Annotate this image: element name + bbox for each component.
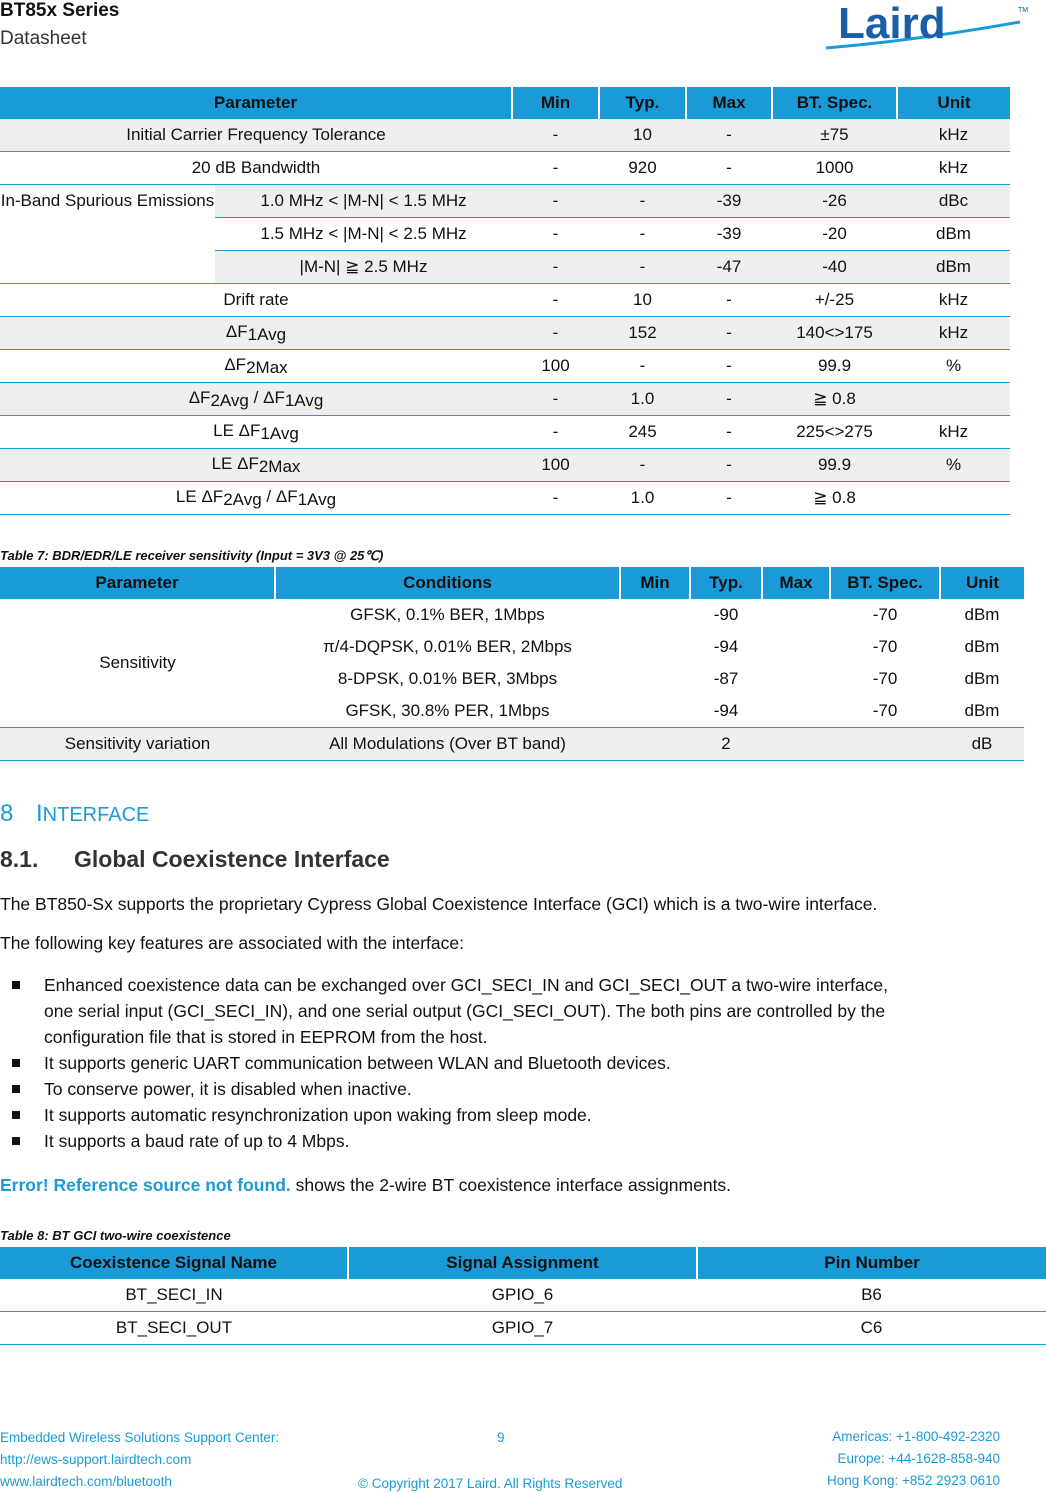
table-row (0, 1279, 1046, 1312)
list-item-text: configuration file that is stored in EEPROM from the host. (44, 1027, 488, 1047)
cell: 1.5 MHz < |M-N| < 2.5 MHz (215, 218, 512, 251)
feature-list (0, 972, 1040, 1154)
cell: GPIO_7 (348, 1312, 697, 1345)
cell: % (897, 449, 1010, 482)
cell: - (686, 284, 772, 317)
delta-symbol: ΔF (263, 387, 285, 407)
col-header: Conditions (275, 567, 620, 599)
subsection-title: Global Coexistence Interface (74, 846, 390, 872)
svg-text:Laird: Laird (838, 0, 946, 48)
cell: -70 (830, 695, 940, 728)
le-prefix: LE (213, 420, 234, 440)
cell (620, 631, 690, 663)
footer-page-number: 9 (497, 1430, 505, 1445)
inband-spurious-label: In-Band Spurious Emissions (0, 185, 215, 284)
cell (830, 728, 940, 761)
table-row (0, 350, 1010, 383)
cell: 8-DPSK, 0.01% BER, 3Mbps (337, 669, 558, 688)
paragraph (0, 1175, 731, 1196)
reference-error-link[interactable]: Error! Reference source not found. (0, 1175, 291, 1195)
cell: dBm (964, 637, 1000, 656)
delta-symbol: ΔF (188, 387, 211, 407)
table-row (0, 728, 1024, 761)
cell: 920 (599, 152, 686, 185)
cell: -90 (713, 605, 739, 624)
cell: - (686, 416, 772, 449)
bullet-icon (12, 1059, 20, 1067)
cell (897, 482, 1010, 515)
list-item-text: It supports a baud rate of up to 4 Mbps. (44, 1131, 350, 1151)
paragraph-text: shows the 2-wire BT coexistence interface assignments. (290, 1175, 732, 1195)
bullet-icon (12, 981, 20, 989)
cell (897, 383, 1010, 416)
list-item (0, 1050, 1040, 1076)
cell: - (686, 482, 772, 515)
footer-website-link[interactable]: www.lairdtech.com/bluetooth (0, 1474, 172, 1489)
col-header: Max (762, 567, 830, 599)
cell: Drift rate (0, 284, 512, 317)
cell: 1.0 (599, 383, 686, 416)
bullet-icon (12, 1111, 20, 1119)
slash: / (253, 387, 259, 407)
cell: 100 (512, 350, 599, 383)
cell (762, 599, 830, 631)
cell: - (512, 383, 599, 416)
footer-support-label: Embedded Wireless Solutions Support Center: (0, 1430, 280, 1445)
table7-caption: Table 7: BDR/EDR/LE receiver sensitivity (Input = 3V3 @ 25℃) (0, 548, 384, 563)
cell (0, 482, 512, 515)
table-header-row (0, 567, 1024, 599)
section-title-rest: NTERFACE (42, 804, 150, 826)
footer-copyright: © Copyright 2017 Laird. All Rights Reserved (358, 1476, 623, 1491)
cell: 225<>275 (772, 416, 897, 449)
subscript: 1Avg (284, 390, 324, 410)
paragraph: The following key features are associated with the interface: (0, 933, 464, 953)
cell: 20 dB Bandwidth (0, 152, 512, 185)
cell: 1.0 (599, 482, 686, 515)
col-header: Pin Number (697, 1247, 1046, 1279)
cell: GFSK, 30.8% PER, 1Mbps (275, 695, 620, 728)
cell: - (686, 119, 772, 152)
list-item (0, 1128, 1040, 1154)
cell: GFSK, 0.1% BER, 1Mbps (350, 605, 545, 624)
table-row (0, 119, 1010, 152)
col-header: Typ. (690, 567, 762, 599)
bullet-icon (12, 1137, 20, 1145)
cell: - (686, 449, 772, 482)
delta-symbol: ΔF (224, 354, 247, 374)
col-header: Parameter (0, 567, 275, 599)
table-row (0, 152, 1010, 185)
cell: -39 (686, 218, 772, 251)
list-item-text: It supports generic UART communication between WLAN and Bluetooth devices. (44, 1053, 671, 1073)
table-row (0, 317, 1010, 350)
cell: 100 (512, 449, 599, 482)
list-item-text: Enhanced coexistence data can be exchanged over GCI_SECI_IN and GCI_SECI_OUT a two-wire interface, (44, 975, 889, 995)
cell: kHz (897, 284, 1010, 317)
table-row (0, 449, 1010, 482)
cell: kHz (897, 152, 1010, 185)
cell: - (512, 152, 599, 185)
list-item (0, 1076, 1040, 1102)
subscript: 1Avg (297, 489, 337, 509)
cell: ±75 (772, 119, 897, 152)
cell: - (599, 185, 686, 218)
col-header: Max (686, 87, 772, 119)
subsection-heading (0, 846, 390, 873)
slash: / (266, 486, 272, 506)
paragraph: The BT850-Sx supports the proprietary Cypress Global Coexistence Interface (GCI) which is a two-wire interface. (0, 894, 878, 914)
col-header: BT. Spec. (830, 567, 940, 599)
table-row (0, 383, 1010, 416)
list-item (0, 1102, 1040, 1128)
cell: -20 (772, 218, 897, 251)
cell (620, 663, 690, 695)
table-header-row (0, 1247, 1046, 1279)
delta-symbol: ΔF (237, 453, 259, 473)
list-item-text: To conserve power, it is disabled when inactive. (44, 1079, 412, 1099)
cell (762, 728, 830, 761)
rf-parameter-table (0, 87, 1010, 515)
col-header: Min (620, 567, 690, 599)
list-item-text: one serial input (GCI_SECI_IN), and one serial output (GCI_SECI_OUT). The both pins are controlled by the (44, 1001, 886, 1021)
col-header: Unit (940, 567, 1024, 599)
col-header: BT. Spec. (772, 87, 897, 119)
list-item (0, 1024, 1040, 1050)
cell: dBm (897, 251, 1010, 284)
cell: - (512, 284, 599, 317)
cell: dBm (940, 695, 1024, 728)
cell: dBm (964, 605, 1000, 624)
subscript: 2Max (246, 357, 288, 377)
cell: - (686, 383, 772, 416)
cell: dBm (897, 218, 1010, 251)
svg-text:TM: TM (1018, 7, 1029, 14)
cell: dB (940, 728, 1024, 761)
cell (0, 317, 512, 350)
cell: Initial Carrier Frequency Tolerance (0, 119, 512, 152)
cell: All Modulations (Over BT band) (275, 728, 620, 761)
cell: -87 (713, 669, 739, 688)
cell: +/-25 (772, 284, 897, 317)
table-row (0, 1312, 1046, 1345)
cell: - (686, 317, 772, 350)
cell: kHz (897, 317, 1010, 350)
coexistence-table (0, 1247, 1046, 1345)
cell: ≧ 0.8 (772, 383, 897, 416)
cell (0, 449, 512, 482)
subscript: 1Avg (260, 423, 299, 443)
cell: - (599, 251, 686, 284)
cell (0, 383, 512, 416)
col-header: Unit (897, 87, 1010, 119)
cell (620, 695, 690, 728)
cell: 2 (690, 728, 762, 761)
cell: 245 (599, 416, 686, 449)
cell: -39 (686, 185, 772, 218)
cell (0, 416, 512, 449)
footer-support-link[interactable]: http://ews-support.lairdtech.com (0, 1452, 192, 1467)
footer-phone-europe: Europe: +44-1628-858-940 (837, 1451, 1000, 1466)
delta-symbol: ΔF (275, 486, 298, 506)
footer-phone-hongkong: Hong Kong: +852 2923 0610 (826, 1473, 1000, 1488)
table-header-row (0, 87, 1010, 119)
cell: - (512, 218, 599, 251)
table-row (0, 482, 1010, 515)
cell: - (686, 152, 772, 185)
cell: π/4-DQPSK, 0.01% BER, 2Mbps (323, 637, 572, 656)
cell: BT_SECI_IN (0, 1279, 348, 1312)
table-row (0, 416, 1010, 449)
cell (762, 695, 830, 728)
cell (620, 728, 690, 761)
cell: 10 (599, 284, 686, 317)
cell: - (512, 416, 599, 449)
footer-phone-americas: Americas: +1-800-492-2320 (832, 1429, 1000, 1444)
delta-symbol: ΔF (238, 420, 261, 440)
col-header: Signal Assignment (348, 1247, 697, 1279)
list-item-text: It supports automatic resynchronization upon waking from sleep mode. (44, 1105, 592, 1125)
list-item (0, 972, 1040, 998)
subscript: 2Max (258, 456, 301, 476)
list-item (0, 998, 1040, 1024)
delta-symbol: ΔF (201, 486, 224, 506)
doc-series-title: BT85x Series (0, 0, 120, 21)
cell: |M-N| ≧ 2.5 MHz (215, 251, 512, 284)
cell: - (599, 449, 686, 482)
cell (0, 350, 512, 383)
cell: dBc (897, 185, 1010, 218)
cell: 99.9 (772, 449, 897, 482)
cell: -94 (713, 637, 739, 656)
cell (762, 663, 830, 695)
cell: - (512, 119, 599, 152)
le-prefix: LE (175, 486, 197, 506)
subscript: 2Avg (210, 390, 249, 410)
cell: -47 (686, 251, 772, 284)
bullet-icon (12, 1085, 20, 1093)
cell: -26 (772, 185, 897, 218)
receiver-sensitivity-table (0, 567, 1024, 761)
le-prefix: LE (211, 453, 233, 473)
col-header: Typ. (599, 87, 686, 119)
laird-logo (820, 0, 1046, 56)
cell: - (686, 350, 772, 383)
cell (620, 599, 690, 631)
subscript: 2Avg (223, 489, 262, 509)
cell: -94 (690, 695, 762, 728)
subscript: 1Avg (247, 324, 287, 344)
cell: 1.0 MHz < |M-N| < 1.5 MHz (215, 185, 512, 218)
cell: - (599, 218, 686, 251)
cell: - (512, 482, 599, 515)
cell: - (599, 350, 686, 383)
cell: 10 (599, 119, 686, 152)
col-header: Min (512, 87, 599, 119)
cell: C6 (697, 1312, 1046, 1345)
cell (762, 631, 830, 663)
col-header: Parameter (0, 87, 512, 119)
cell: 152 (599, 317, 686, 350)
cell: kHz (897, 416, 1010, 449)
cell: Sensitivity variation (0, 728, 275, 761)
doc-type-label: Datasheet (0, 28, 87, 49)
col-header: Coexistence Signal Name (0, 1247, 348, 1279)
table-row (0, 599, 1024, 631)
cell: B6 (697, 1279, 1046, 1312)
section-heading (0, 800, 149, 828)
cell: -40 (772, 251, 897, 284)
table-row (0, 284, 1010, 317)
cell: ≧ 0.8 (772, 482, 897, 515)
cell: dBm (964, 669, 1000, 688)
table-row (0, 185, 1010, 218)
cell: 1000 (772, 152, 897, 185)
section-title-cap: I (36, 800, 43, 827)
cell: 99.9 (772, 350, 897, 383)
cell: -70 (872, 605, 898, 624)
table8-caption: Table 8: BT GCI two-wire coexistence (0, 1228, 231, 1243)
cell: - (512, 251, 599, 284)
cell: -70 (872, 669, 898, 688)
cell: - (512, 317, 599, 350)
cell: -70 (872, 637, 898, 656)
cell: BT_SECI_OUT (0, 1312, 348, 1345)
cell: - (512, 185, 599, 218)
section-number: 8 (0, 800, 14, 827)
delta-symbol: ΔF (225, 321, 248, 341)
cell: % (897, 350, 1010, 383)
subsection-number: 8.1. (0, 846, 39, 872)
sensitivity-label: Sensitivity (0, 599, 275, 728)
cell: GPIO_6 (348, 1279, 697, 1312)
cell: 140<>175 (772, 317, 897, 350)
cell: kHz (897, 119, 1010, 152)
